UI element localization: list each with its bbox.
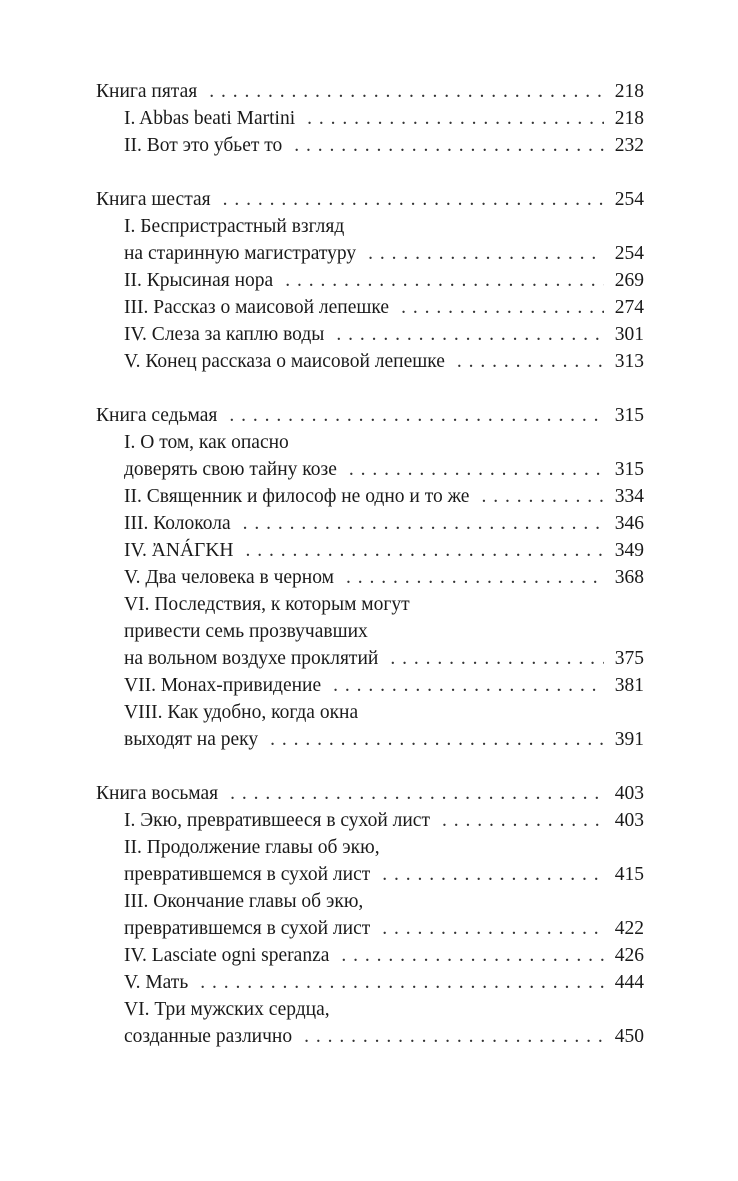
toc-entry-title: Книга седьмая	[96, 405, 218, 426]
toc-page-number: 315	[614, 405, 644, 426]
toc-page-number: 368	[614, 567, 644, 588]
toc-page-number: 444	[614, 972, 644, 993]
toc-chapter-line	[96, 321, 644, 348]
toc-page-number: 218	[614, 81, 644, 102]
toc-chapter-line	[96, 1023, 644, 1050]
toc-page-number: 269	[614, 270, 644, 291]
toc-page-number: 274	[614, 297, 644, 318]
toc-entry-title: V. Мать	[124, 972, 189, 993]
toc-entry-title: Книга восьмая	[96, 783, 219, 804]
toc-page-number: 391	[614, 729, 644, 750]
toc-page-number: 232	[614, 135, 644, 156]
toc-section	[96, 186, 644, 375]
toc-chapter-line	[96, 807, 644, 834]
toc-chapter-line	[96, 456, 644, 483]
toc-chapter-line	[96, 861, 644, 888]
toc-page-number: 403	[614, 783, 644, 804]
toc-section	[96, 780, 644, 1050]
toc-chapter-line	[96, 537, 644, 564]
toc-entry-title: I. Беспристрастный взгляд	[124, 216, 345, 237]
toc-entry-title: III. Колокола	[124, 513, 231, 534]
toc-chapter-line	[96, 969, 644, 996]
dot-leader	[209, 78, 604, 105]
toc-chapter-line	[96, 645, 644, 672]
dot-leader	[401, 294, 604, 321]
toc-entry-title: выходят на реку	[124, 729, 259, 750]
toc-entry-title: II. Продолжение главы об экю,	[124, 837, 380, 858]
toc-entry-title: превратившемся в сухой лист	[124, 918, 371, 939]
toc-page-number: 346	[614, 513, 644, 534]
toc-chapter-line	[96, 591, 644, 618]
toc-page-number: 218	[614, 108, 644, 129]
toc-page-number: 450	[614, 1026, 644, 1047]
dot-leader	[285, 267, 604, 294]
dot-leader	[294, 132, 604, 159]
toc-chapter-line	[96, 483, 644, 510]
toc-chapter-line	[96, 267, 644, 294]
dot-leader	[307, 105, 604, 132]
toc-page-number: 415	[614, 864, 644, 885]
toc-page-number: 313	[614, 351, 644, 372]
toc-page-number: 375	[614, 648, 644, 669]
toc-page-number: 403	[614, 810, 644, 831]
toc-page-number: 422	[614, 918, 644, 939]
dot-leader	[382, 861, 604, 888]
toc-entry-title: Книга шестая	[96, 189, 211, 210]
toc-entry-title: IV. Слеза за каплю воды	[124, 324, 325, 345]
dot-leader	[390, 645, 604, 672]
toc-entry-title: V. Два человека в черном	[124, 567, 334, 588]
dot-leader	[223, 186, 604, 213]
toc-chapter-line	[96, 294, 644, 321]
dot-leader	[346, 564, 604, 591]
dot-leader	[243, 510, 604, 537]
toc-entry-title: VII. Монах-привидение	[124, 675, 322, 696]
toc-chapter-line	[96, 213, 644, 240]
dot-leader	[246, 537, 605, 564]
toc-chapter-line	[96, 699, 644, 726]
toc-chapter-line	[96, 564, 644, 591]
toc-chapter-line	[96, 132, 644, 159]
toc-entry-title: I. Abbas beati Martini	[124, 108, 296, 129]
toc-book-line	[96, 780, 644, 807]
toc-chapter-line	[96, 105, 644, 132]
toc-entry-title: Книга пятая	[96, 81, 198, 102]
toc-page-number: 254	[614, 243, 644, 264]
toc-chapter-line	[96, 996, 644, 1023]
dot-leader	[230, 780, 604, 807]
toc-entry-title: V. Конец рассказа о маисовой лепешке	[124, 351, 445, 372]
toc-entry-title: превратившемся в сухой лист	[124, 864, 371, 885]
toc-chapter-line	[96, 510, 644, 537]
dot-leader	[336, 321, 604, 348]
toc-entry-title: привести семь прозвучавших	[124, 621, 368, 642]
toc-entry-title: созданные различно	[124, 1026, 293, 1047]
toc-page-number: 349	[614, 540, 644, 561]
toc-chapter-line	[96, 915, 644, 942]
toc-entry-title: на старинную магистратуру	[124, 243, 357, 264]
toc-entry-title: VI. Последствия, к которым могут	[124, 594, 410, 615]
toc-book-line	[96, 402, 644, 429]
toc-entry-title: на вольном воздухе проклятий	[124, 648, 379, 669]
toc-book-line	[96, 186, 644, 213]
toc-entry-title: VI. Три мужских сердца,	[124, 999, 330, 1020]
toc-entry-title: II. Крысиная нора	[124, 270, 274, 291]
toc-chapter-line	[96, 942, 644, 969]
dot-leader	[481, 483, 604, 510]
toc-section	[96, 402, 644, 753]
dot-leader	[200, 969, 604, 996]
toc-page-number: 381	[614, 675, 644, 696]
dot-leader	[341, 942, 604, 969]
dot-leader	[349, 456, 604, 483]
toc-page-number: 315	[614, 459, 644, 480]
toc-chapter-line	[96, 834, 644, 861]
toc-chapter-line	[96, 618, 644, 645]
dot-leader	[442, 807, 604, 834]
table-of-contents	[96, 78, 644, 1077]
toc-page-number: 334	[614, 486, 644, 507]
toc-entry-title: III. Окончание главы об экю,	[124, 891, 364, 912]
dot-leader	[333, 672, 604, 699]
dot-leader	[368, 240, 604, 267]
dot-leader	[270, 726, 604, 753]
toc-entry-title: III. Рассказ о маисовой лепешке	[124, 297, 390, 318]
dot-leader	[229, 402, 604, 429]
toc-entry-title: VIII. Как удобно, когда окна	[124, 702, 359, 723]
toc-section	[96, 78, 644, 159]
dot-leader	[457, 348, 604, 375]
toc-chapter-line	[96, 348, 644, 375]
toc-entry-title: IV. Lasciate ogni speranza	[124, 945, 330, 966]
toc-chapter-line	[96, 240, 644, 267]
toc-page-number: 426	[614, 945, 644, 966]
dot-leader	[382, 915, 604, 942]
toc-page-number: 301	[614, 324, 644, 345]
toc-entry-title: I. Экю, превратившееся в сухой лист	[124, 810, 430, 831]
toc-chapter-line	[96, 888, 644, 915]
toc-book-line	[96, 78, 644, 105]
toc-entry-title: доверять свою тайну козе	[124, 459, 337, 480]
toc-chapter-line	[96, 429, 644, 456]
toc-entry-title: II. Священник и философ не одно и то же	[124, 486, 470, 507]
toc-page-number: 254	[614, 189, 644, 210]
toc-chapter-line	[96, 672, 644, 699]
toc-chapter-line	[96, 726, 644, 753]
toc-entry-title: I. О том, как опасно	[124, 432, 289, 453]
dot-leader	[304, 1023, 604, 1050]
toc-entry-title: II. Вот это убьет то	[124, 135, 283, 156]
toc-entry-title: IV. ἈΝÁΓΚΗ	[124, 540, 234, 561]
